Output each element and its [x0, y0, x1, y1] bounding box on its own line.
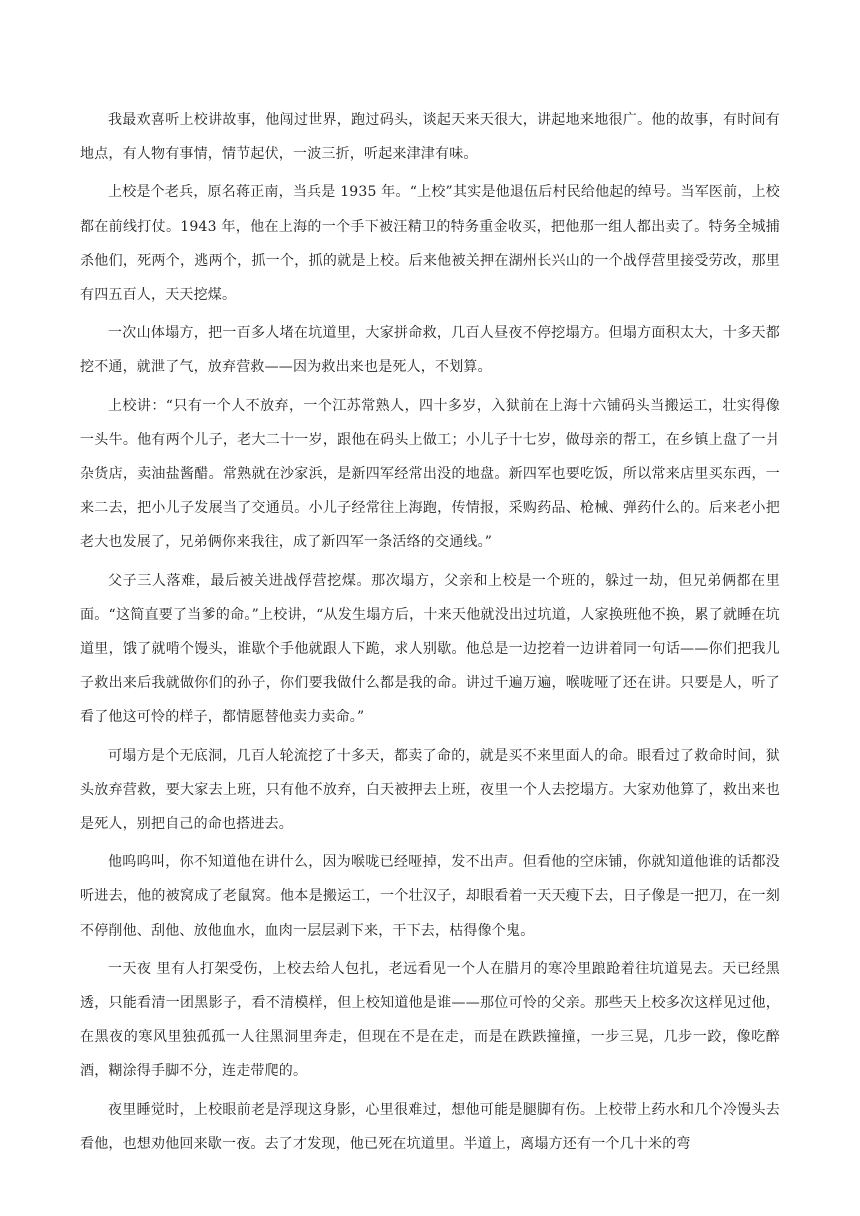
paragraph: 一天夜 里有人打架受伤，上校去给人包扎，老远看见一个人在腊月的寒冷里踉跄着往坑道晃去。天已经黑透，只能看清一团黑影子，看不清模样，但上校知道他是谁——那位可怜的父亲。那些天上校多次这样见过他，在黑夜的寒风里独孤孤一人往黑洞里奔走，但现在不是在走，而是在跌跌撞撞，一步三晃，几步一跤，像吃醉酒，糊涂得手脚不分，连走带爬的。 — [80, 960, 780, 1080]
paragraph: 夜里睡觉时，上校眼前老是浮现这身影，心里很难过，想他可能是腿脚有伤。上校带上药水和几个冷馒头去看他，也想劝他回来歇一夜。去了才发现，他已死在坑道里。半道上，离塌方还有一个几十米的弯 — [80, 1101, 780, 1152]
paragraph: 他呜呜叫，你不知道他在讲什么，因为喉咙已经哑掉，发不出声。但看他的空床铺，你就知道他谁的话都没听进去，他的被窝成了老鼠窝。他本是搬运工，一个壮汉子，却眼看着一天天瘦下去，日子像是一把刀，在一刻不停削他、刮他、放他血水，血肉一层层剥下来，干下去，枯得像个鬼。 — [80, 854, 780, 939]
paragraph: 上校讲：“只有一个人不放弃，一个江苏常熟人，四十多岁，入狱前在上海十六铺码头当搬运工，壮实得像一头牛。他有两个儿子，老大二十一岁，跟他在码头上做工；小儿子十七岁，做母亲的帮工，在乡镇上盘了一爿杂货店，卖油盐酱醋。常熟就在沙家浜，是新四军经常出没的地盘。新四军也要吃饭，所以常来店里买东西，一来二去，把小儿子发展当了交通员。小儿子经常往上海跑，传情报，采购药品、枪械、弹药什么的。后来老小把老大也发展了，兄弟俩你来我往，成了新四军一条活络的交通线。” — [80, 397, 780, 551]
article-body — [80, 103, 780, 1165]
paragraph: 一次山体塌方，把一百多人堵在坑道里，大家拼命救，几百人昼夜不停挖塌方。但塌方面积太大，十多天都挖不通，就泄了气，放弃营救——因为救出来也是死人，不划算。 — [80, 325, 780, 376]
paragraph: 上校是个老兵，原名蒋正南，当兵是 1935 年。“上校”其实是他退伍后村民给他起的绰号。当军医前，上校都在前线打仗。1943 年，他在上海的一个手下被汪精卫的特务重金收买，把他那一组人都出卖了。特务全城捕杀他们，死两个，逃两个，抓一个，抓的就是上校。后来他被关押在湖州长兴山的一个战俘营里接受劳改，那里有四五百人，天天挖煤。 — [80, 184, 780, 304]
paragraph: 我最欢喜听上校讲故事，他闯过世界，跑过码头，谈起天来天很大，讲起地来地很广。他的故事，有时间有地点，有人物有事情，情节起伏，一波三折，听起来津津有味。 — [80, 112, 780, 163]
paragraph: 可塌方是个无底洞，几百人轮流挖了十多天，都卖了命的，就是买不来里面人的命。眼看过了救命时间，狱头放弃营救，要大家去上班，只有他不放弃，白天被押去上班，夜里一个人去挖塌方。大家劝他算了，救出来也是死人，别把自己的命也搭进去。 — [80, 747, 780, 833]
paragraph: 父子三人落难，最后被关进战俘营挖煤。那次塌方，父亲和上校是一个班的，躲过一劫，但兄弟俩都在里面。“这简直要了当爹的命。”上校讲，“从发生塌方后，十来天他就没出过坑道，人家换班他不换，累了就睡在坑道里，饿了就啃个馒头，谁歇个手他就跟人下跪，求人别歇。他总是一边挖着一边讲着同一句话——你们把我儿子救出来后我就做你们的孙子，你们要我做什么都是我的命。讲过千遍万遍，喉咙哑了还在讲。只要是人，听了看了他这可怜的样子，都情愿替他卖力卖命。” — [80, 572, 780, 726]
